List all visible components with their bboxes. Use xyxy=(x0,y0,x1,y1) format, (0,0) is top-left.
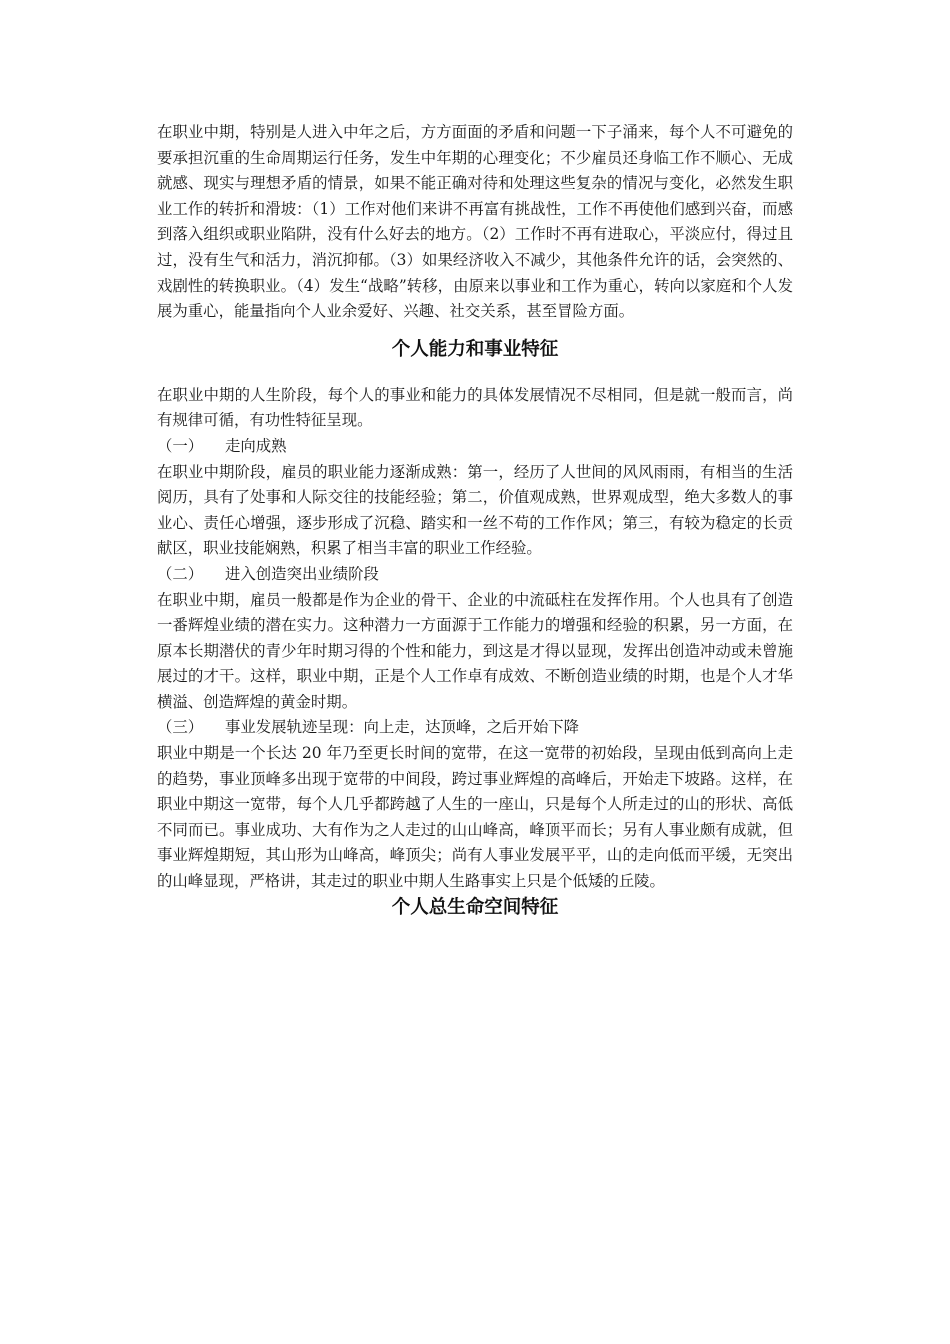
subheading-number: （二） xyxy=(157,564,204,583)
subheading-mature xyxy=(157,434,793,460)
intro-paragraph: 在职业中期，特别是人进入中年之后，方方面面的矛盾和问题一下子涌来，每个人不可避免的要承担沉重的生命周期运行任务，发生中年期的心理变化；不少雇员还身临工作不顺心、无成就感、现实与理想矛盾的情景，如果不能正确对待和处理这些复杂的情况与变化，必然发生职业工作的转折和滑坡：（1）工作对他们来讲不再富有挑战性，工作不再使他们感到兴奋，而感到落入组织或职业陷阱，没有什么好去的地方。（2）工作时不再有进取心，平淡应付，得过且过，没有生气和活力，消沉抑郁。（3）如果经济收入不减少，其他条件允许的话，会突然的、戏剧性的转换职业。（4）发生“战略”转移，由原来以事业和工作为重心，转向以家庭和个人发展为重心，能量指向个人业余爱好、兴趣、社交关系，甚至冒险方面。 xyxy=(157,123,793,321)
creative-paragraph: 在职业中期，雇员一般都是作为企业的骨干、企业的中流砥柱在发挥作用。个人也具有了创造一番辉煌业绩的潜在实力。这种潜力一方面源于工作能力的增强和经验的积累，另一方面，在原本长期潜伏的青少年时期习得的个性和能力，到这是才得以显现，发挥出创造冲动或未曾施展过的才干。这样，职业中期，正是个人工作卓有成效、不断创造业绩的时期，也是个人才华横溢、创造辉煌的黄金时期。 xyxy=(157,590,793,711)
section-heading-life-space: 个人总生命空间特征 xyxy=(391,896,559,918)
subheading-title: 进入创造突出业绩阶段 xyxy=(225,564,379,583)
subheading-creative xyxy=(157,562,793,588)
section-intro-paragraph: 在职业中期的人生阶段，每个人的事业和能力的具体发展情况不尽相同，但是就一般而言，尚有规律可循，有功性特征呈现。 xyxy=(157,385,793,430)
section-heading-ability: 个人能力和事业特征 xyxy=(391,338,559,360)
subheading-number: （三） xyxy=(157,718,204,737)
mature-paragraph: 在职业中期阶段，雇员的职业能力逐渐成熟：第一，经历了人世间的风风雨雨，有相当的生活阅历，具有了处事和人际交往的技能经验；第二，价值观成熟，世界观成型，绝大多数人的事业心、责任心增强，逐步形成了沉稳、踏实和一丝不苟的工作作风；第三，有较为稳定的长贡献区，职业技能娴熟，积累了相当丰富的职业工作经验。 xyxy=(157,462,793,558)
subheading-trajectory xyxy=(157,715,793,741)
trajectory-paragraph: 职业中期是一个长达 20 年乃至更长时间的宽带，在这一宽带的初始段，呈现由低到高向上走的趋势，事业顶峰多出现于宽带的中间段，跨过事业辉煌的高峰后，开始走下坡路。这样，在职业中期这一宽带，每个人几乎都跨越了人生的一座山，只是每个人所走过的山的形状、高低不同而已。事业成功、大有作为之人走过的山山峰高，峰顶平而长；另有人事业颇有成就，但事业辉煌期短，其山形为山峰高，峰顶尖；尚有人事业发展平平，山的走向低而平缓，无突出的山峰显现，严格讲，其走过的职业中期人生路事实上只是个低矮的丘陵。 xyxy=(157,744,793,891)
subheading-title: 走向成熟 xyxy=(225,436,287,455)
document-page xyxy=(157,120,793,921)
subheading-title: 事业发展轨迹呈现：向上走，达顶峰，之后开始下降 xyxy=(225,718,579,737)
subheading-number: （一） xyxy=(157,436,204,455)
